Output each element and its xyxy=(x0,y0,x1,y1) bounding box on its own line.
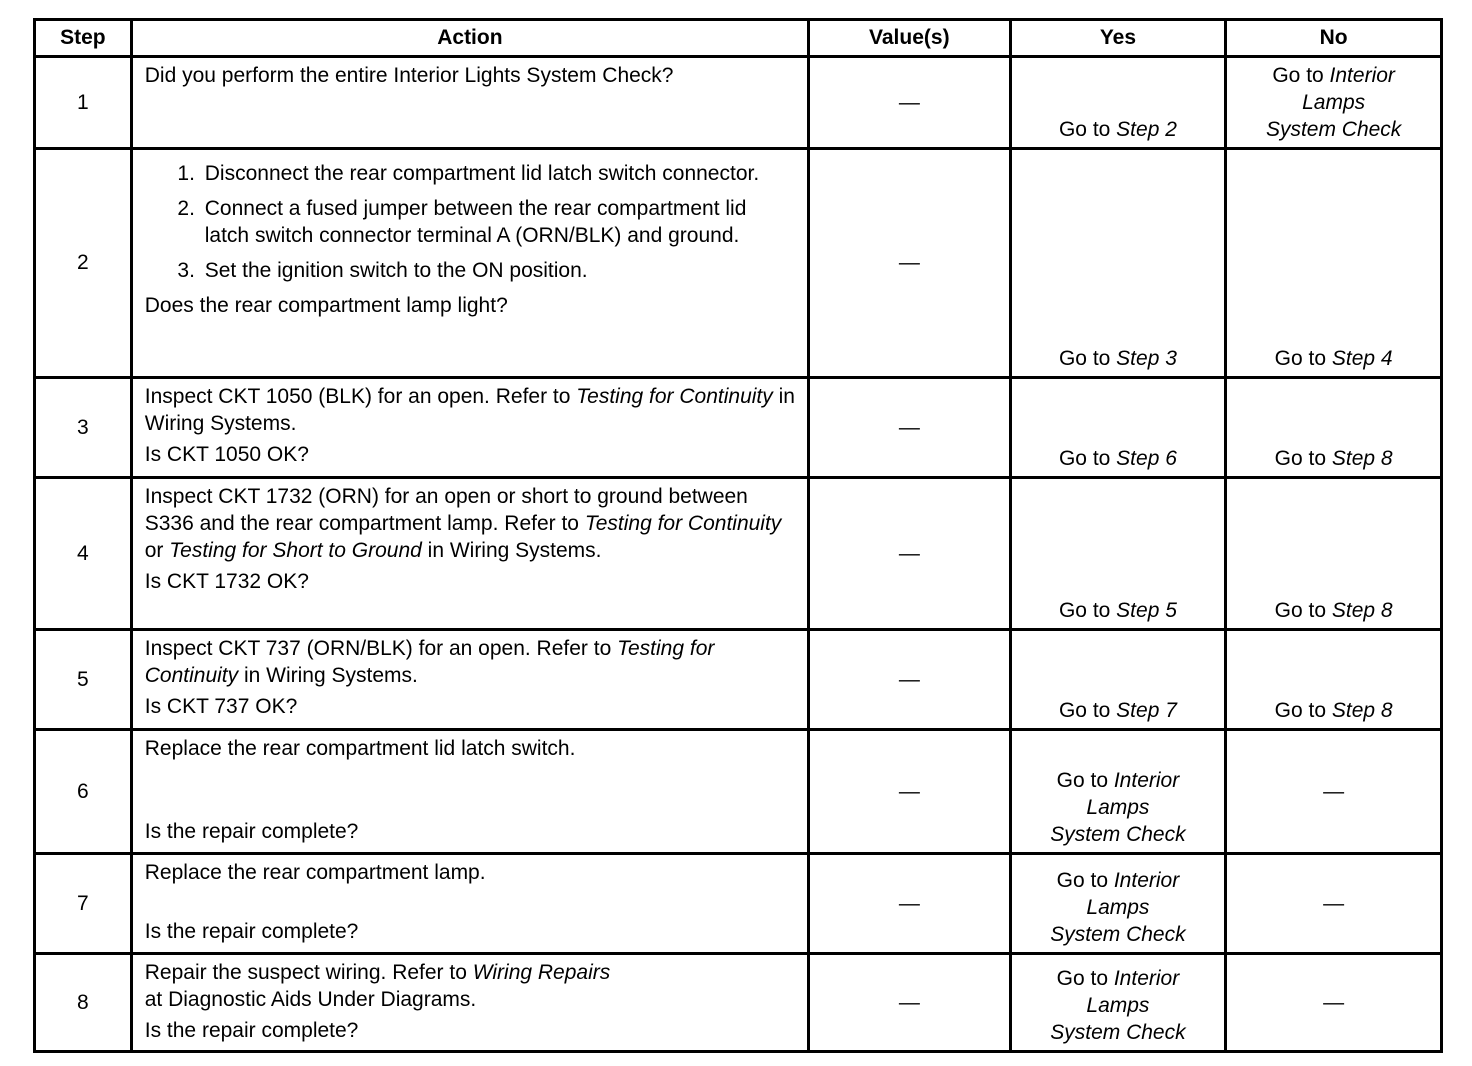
header-no: No xyxy=(1226,20,1442,57)
table-row-step-5 xyxy=(35,630,1442,730)
no-ref-line-1: Interior xyxy=(1329,64,1395,87)
no-cell: — xyxy=(1226,954,1442,1052)
action-text-end: in Wiring Systems. xyxy=(144,385,795,435)
substep-item: 1. Disconnect the rear compartment lid latch switch connector. xyxy=(201,160,795,187)
no-step-ref: Step 8 xyxy=(1331,699,1393,722)
step-number: 2 xyxy=(35,149,132,378)
action-question: Is CKT 1050 OK? xyxy=(144,443,309,466)
value-cell: — xyxy=(809,954,1011,1052)
action-cell xyxy=(131,149,808,378)
action-text-end: in Wiring Systems. xyxy=(238,664,418,687)
yes-cell xyxy=(1010,378,1226,478)
action-question: Is CKT 737 OK? xyxy=(144,695,298,718)
action-text: Inspect CKT 1732 (ORN) for an open or short to ground between S336 and the rear compartment lamp. Refer to xyxy=(144,485,748,535)
action-cell xyxy=(131,730,808,854)
action-cell xyxy=(131,954,808,1052)
no-cell xyxy=(1226,149,1442,378)
action-cell xyxy=(131,854,808,954)
no-cell xyxy=(1226,478,1442,630)
no-prefix: Go to xyxy=(1272,64,1330,87)
header-action: Action xyxy=(131,20,808,57)
diagnostic-table xyxy=(33,18,1443,1053)
table-row-step-3 xyxy=(35,378,1442,478)
action-text: Inspect CKT 1050 (BLK) for an open. Refer to xyxy=(144,385,577,408)
step-number: 3 xyxy=(35,378,132,478)
action-wrap xyxy=(145,859,795,945)
no-ref-line-3: System Check xyxy=(1265,118,1402,141)
yes-prefix: Go to xyxy=(1056,769,1114,792)
table-row-step-7 xyxy=(35,854,1442,954)
action-reference: Testing for Continuity xyxy=(144,637,715,687)
yes-ref-line-3: System Check xyxy=(1050,923,1186,946)
yes-prefix: Go to xyxy=(1056,967,1114,990)
action-text: Replace the rear compartment lid latch switch. xyxy=(144,737,576,760)
yes-prefix: Go to xyxy=(1058,347,1117,370)
yes-ref-line-2: Lamps xyxy=(1086,796,1150,819)
action-text: Did you perform the entire Interior Lights System Check? xyxy=(144,64,674,87)
table-row-step-1 xyxy=(35,57,1442,149)
no-cell xyxy=(1226,378,1442,478)
yes-prefix: Go to xyxy=(1058,699,1117,722)
action-wrap xyxy=(145,735,795,845)
yes-ref-line-1: Interior xyxy=(1113,967,1180,990)
header-values: Value(s) xyxy=(809,20,1011,57)
yes-prefix: Go to xyxy=(1058,599,1117,622)
yes-ref-line-1: Interior xyxy=(1113,769,1180,792)
value-cell: — xyxy=(809,378,1011,478)
action-question: Is the repair complete? xyxy=(144,820,359,843)
yes-step-ref: Step 7 xyxy=(1116,699,1177,722)
action-text-end: in Wiring Systems. xyxy=(421,539,602,562)
yes-cell xyxy=(1010,630,1226,730)
yes-cell xyxy=(1010,149,1226,378)
value-cell: — xyxy=(809,730,1011,854)
value-cell: — xyxy=(809,478,1011,630)
no-prefix: Go to xyxy=(1274,447,1332,470)
yes-ref-line-2: Lamps xyxy=(1086,994,1150,1017)
yes-ref-line-3: System Check xyxy=(1050,1021,1186,1044)
no-prefix: Go to xyxy=(1274,699,1332,722)
yes-cell xyxy=(1010,954,1226,1052)
substep-item: 2. Connect a fused jumper between the rear compartment lid latch switch connector terminal A (ORN/BLK) and ground. xyxy=(201,195,795,249)
yes-prefix: Go to xyxy=(1058,447,1117,470)
yes-step-ref: Step 3 xyxy=(1116,347,1177,370)
step-number: 8 xyxy=(35,954,132,1052)
yes-cell xyxy=(1010,57,1226,149)
yes-prefix: Go to xyxy=(1058,118,1117,141)
table-row-step-6 xyxy=(35,730,1442,854)
action-reference: Wiring Repairs xyxy=(472,961,611,984)
action-text: Replace the rear compartment lamp. xyxy=(144,861,486,884)
action-text: Repair the suspect wiring. Refer to xyxy=(144,961,473,984)
step-number: 4 xyxy=(35,478,132,630)
step-number: 1 xyxy=(35,57,132,149)
step-number: 6 xyxy=(35,730,132,854)
action-cell xyxy=(131,478,808,630)
no-cell xyxy=(1226,57,1442,149)
step-number: 7 xyxy=(35,854,132,954)
no-step-ref: Step 4 xyxy=(1331,347,1393,370)
no-cell: — xyxy=(1226,730,1442,854)
action-cell xyxy=(131,378,808,478)
step-number: 5 xyxy=(35,630,132,730)
yes-ref-line-3: System Check xyxy=(1050,823,1186,846)
value-cell: — xyxy=(809,149,1011,378)
header-yes: Yes xyxy=(1010,20,1226,57)
no-cell xyxy=(1226,630,1442,730)
table-row-step-8 xyxy=(35,954,1442,1052)
substep-item: 3. Set the ignition switch to the ON position. xyxy=(201,257,795,284)
value-cell: — xyxy=(809,854,1011,954)
action-cell xyxy=(131,630,808,730)
yes-ref-line-2: Lamps xyxy=(1086,896,1150,919)
action-question: Is the repair complete? xyxy=(144,1019,359,1042)
action-text-mid: or xyxy=(144,539,170,562)
table-row-step-2 xyxy=(35,149,1442,378)
action-text: Inspect CKT 737 (ORN/BLK) for an open. Refer to xyxy=(144,637,618,660)
yes-cell xyxy=(1010,854,1226,954)
yes-step-ref: Step 5 xyxy=(1116,599,1177,622)
substep-list xyxy=(145,160,795,284)
action-question: Does the rear compartment lamp light? xyxy=(144,294,508,317)
value-cell: — xyxy=(809,57,1011,149)
action-reference: Testing for Continuity xyxy=(584,512,782,535)
no-prefix: Go to xyxy=(1274,599,1332,622)
yes-ref-line-1: Interior xyxy=(1113,869,1180,892)
action-cell xyxy=(131,57,808,149)
action-reference-2: Testing for Short to Ground xyxy=(169,539,422,562)
action-question: Is CKT 1732 OK? xyxy=(144,570,309,593)
action-question: Is the repair complete? xyxy=(144,920,359,943)
header-row xyxy=(35,20,1442,57)
yes-prefix: Go to xyxy=(1056,869,1114,892)
yes-cell xyxy=(1010,478,1226,630)
yes-step-ref: Step 6 xyxy=(1116,447,1177,470)
yes-step-ref: Step 2 xyxy=(1116,118,1177,141)
no-cell: — xyxy=(1226,854,1442,954)
no-ref-line-2: Lamps xyxy=(1302,91,1366,114)
header-step: Step xyxy=(35,20,132,57)
yes-cell xyxy=(1010,730,1226,854)
action-text-end: at Diagnostic Aids Under Diagrams. xyxy=(144,988,477,1011)
no-step-ref: Step 8 xyxy=(1331,599,1393,622)
no-step-ref: Step 8 xyxy=(1331,447,1393,470)
table-row-step-4 xyxy=(35,478,1442,630)
value-cell: — xyxy=(809,630,1011,730)
no-prefix: Go to xyxy=(1274,347,1332,370)
action-reference: Testing for Continuity xyxy=(576,385,773,408)
